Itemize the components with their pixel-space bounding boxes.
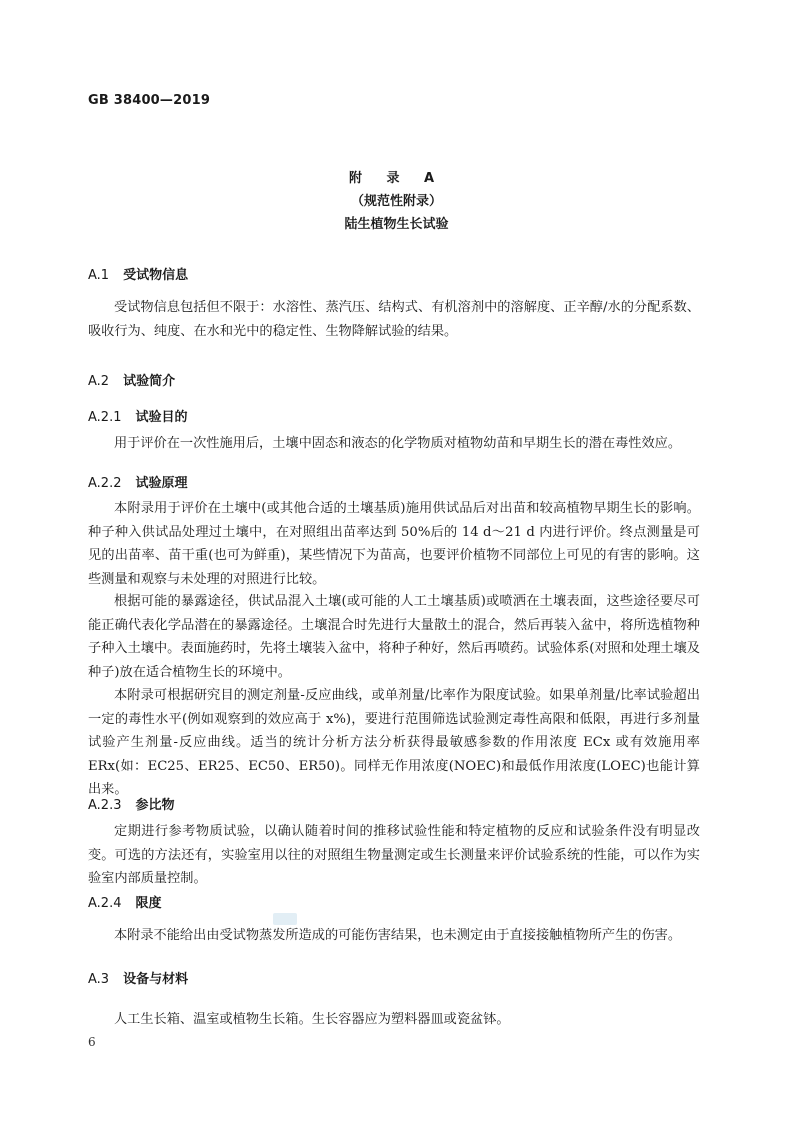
section-number: A.2.1 <box>88 410 122 425</box>
standard-code: GB 38400—2019 <box>88 93 211 108</box>
page-number: 6 <box>88 1035 96 1049</box>
paragraph-a23: 定期进行参考物质试验，以确认随着时间的推移试验性能和特定植物的反应和试验条件没有明显改变。可选的方法还有，实验室用以往的对照组生物量测定或生长测量来评价试验系统的性能，可以作为实验室内部质量控制。 <box>88 824 700 887</box>
section-title: 试验原理 <box>135 476 188 491</box>
paragraph-a24: 本附录不能给出由受试物蒸发所造成的可能伤害结果，也未测定由于直接接触植物所产生的伤害。 <box>114 928 682 943</box>
section-title: 试验目的 <box>135 410 188 425</box>
section-title: 设备与材料 <box>123 972 189 987</box>
section-heading-a2 <box>88 370 175 389</box>
section-number: A.2 <box>88 374 110 389</box>
appendix-label: 附 录 A <box>348 171 445 186</box>
section-number: A.2.4 <box>88 896 122 911</box>
section-heading-a21 <box>88 406 188 425</box>
section-heading-a24 <box>88 892 162 911</box>
section-heading-a22 <box>88 472 188 491</box>
paragraph-a22-2: 根据可能的暴露途径，供试品混入土壤(或可能的人工土壤基质)或喷洒在土壤表面，这些途径要尽可能正确代表化学品潜在的暴露途径。土壤混合时先进行大量散土的混合，然后再装入盆中，将所选植物种子种入土壤中。表面施药时，先将土壤装入盆中，将种子种好，然后再喷药。试验体系(对照和处理土壤及种子)放在适合植物生长的环境中。 <box>88 594 700 680</box>
section-number: A.2.3 <box>88 798 122 813</box>
section-title: 试验简介 <box>123 374 176 389</box>
appendix-title: 陆生植物生长试验 <box>344 217 449 232</box>
paragraph-a22-3: 本附录可根据研究目的测定剂量-反应曲线，或单剂量/比率作为限度试验。如果单剂量/比率试验超出一定的毒性水平(例如观察到的效应高于 x%)，要进行范围筛选试验测定毒性高限和低限，再进行多剂量试验产生剂量-反应曲线。适当的统计分析方法分析获得最敏感参数的作用浓度 ECx 或有效施用率 ERx(如：EC25、ER25、EC50、ER50)。同样无作用浓度(NOEC)和最低作用浓度(LOEC)也能计算出来。 <box>88 688 700 798</box>
section-title: 参比物 <box>135 798 175 813</box>
paragraph-a21: 用于评价在一次性施用后，土壤中固态和液态的化学物质对植物幼苗和早期生长的潜在毒性效应。 <box>114 436 682 451</box>
appendix-type: （规范性附录） <box>350 194 442 209</box>
paragraph-a3: 人工生长箱、温室或植物生长箱。生长容器应为塑料器皿或瓷盆钵。 <box>114 1012 510 1027</box>
paragraph-a22-1: 本附录用于评价在土壤中(或其他合适的土壤基质)施用供试品后对出苗和较高植物早期生长的影响。种子种入供试品处理过土壤中，在对照组出苗率达到 50%后的 14 d～21 d 内进行评价。终点测量是可见的出苗率、苗干重(也可为鲜重)，某些情况下为苗高，也要评价植物不同部位上可见的有害的影响。这些测量和观察与未处理的对照进行比较。 <box>88 501 700 587</box>
section-number: A.2.2 <box>88 476 122 491</box>
section-heading-a23 <box>88 794 175 813</box>
section-heading-a1 <box>88 264 188 283</box>
section-heading-a3 <box>88 968 188 987</box>
section-number: A.3 <box>88 972 110 987</box>
section-title: 受试物信息 <box>123 268 189 283</box>
paragraph-a1: 受试物信息包括但不限于：水溶性、蒸汽压、结构式、有机溶剂中的溶解度、正辛醇/水的分配系数、吸收行为、纯度、在水和光中的稳定性、生物降解试验的结果。 <box>88 300 700 339</box>
section-title: 限度 <box>135 896 162 911</box>
section-number: A.1 <box>88 268 110 283</box>
